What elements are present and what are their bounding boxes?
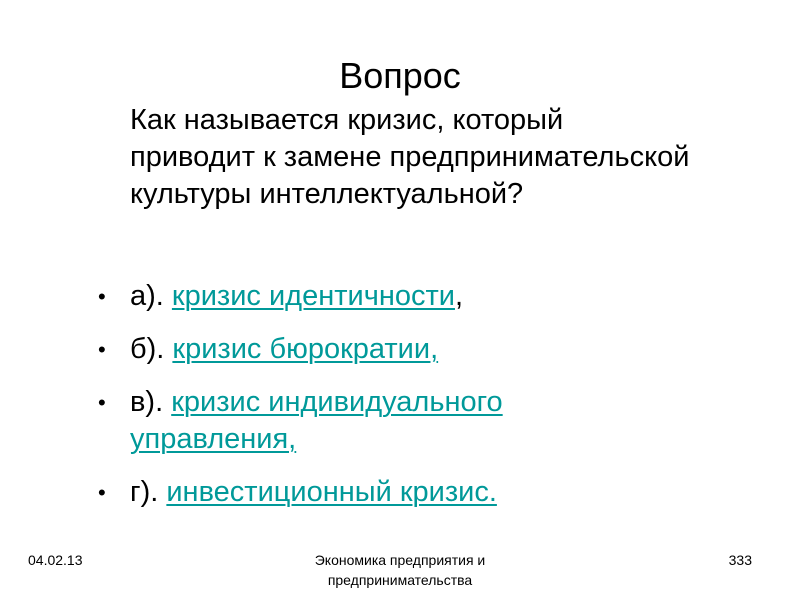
footer-date: 04.02.13 (28, 552, 83, 568)
option-prefix: а). (130, 280, 172, 312)
option-prefix: б). (130, 333, 173, 365)
bullet-icon: • (98, 480, 106, 505)
option-link[interactable]: кризис индивидуального управления, (130, 386, 503, 455)
bullet-icon: • (98, 390, 106, 415)
option-prefix: г). (130, 476, 167, 508)
option-d (0, 474, 630, 511)
option-b (0, 331, 630, 368)
option-prefix: в). (130, 386, 172, 418)
slide-title: Вопрос (339, 55, 461, 96)
page-number: 333 (728, 552, 752, 568)
option-a (0, 278, 630, 315)
option-c (0, 384, 630, 458)
option-link[interactable]: кризис идентичности (171, 280, 455, 312)
footer-title: Экономика предприятия и предпринимательства (314, 552, 486, 588)
option-link[interactable]: кризис бюрократии, (172, 333, 439, 365)
bullet-icon: • (98, 284, 106, 309)
bullet-icon: • (98, 337, 106, 362)
question-text: Как называется кризис, который приводит к замене предпринимательской культуры интеллектуальной? (130, 104, 690, 210)
option-suffix: , (454, 280, 464, 312)
option-link[interactable]: инвестиционный кризис. (166, 476, 497, 508)
answer-options (0, 278, 800, 527)
